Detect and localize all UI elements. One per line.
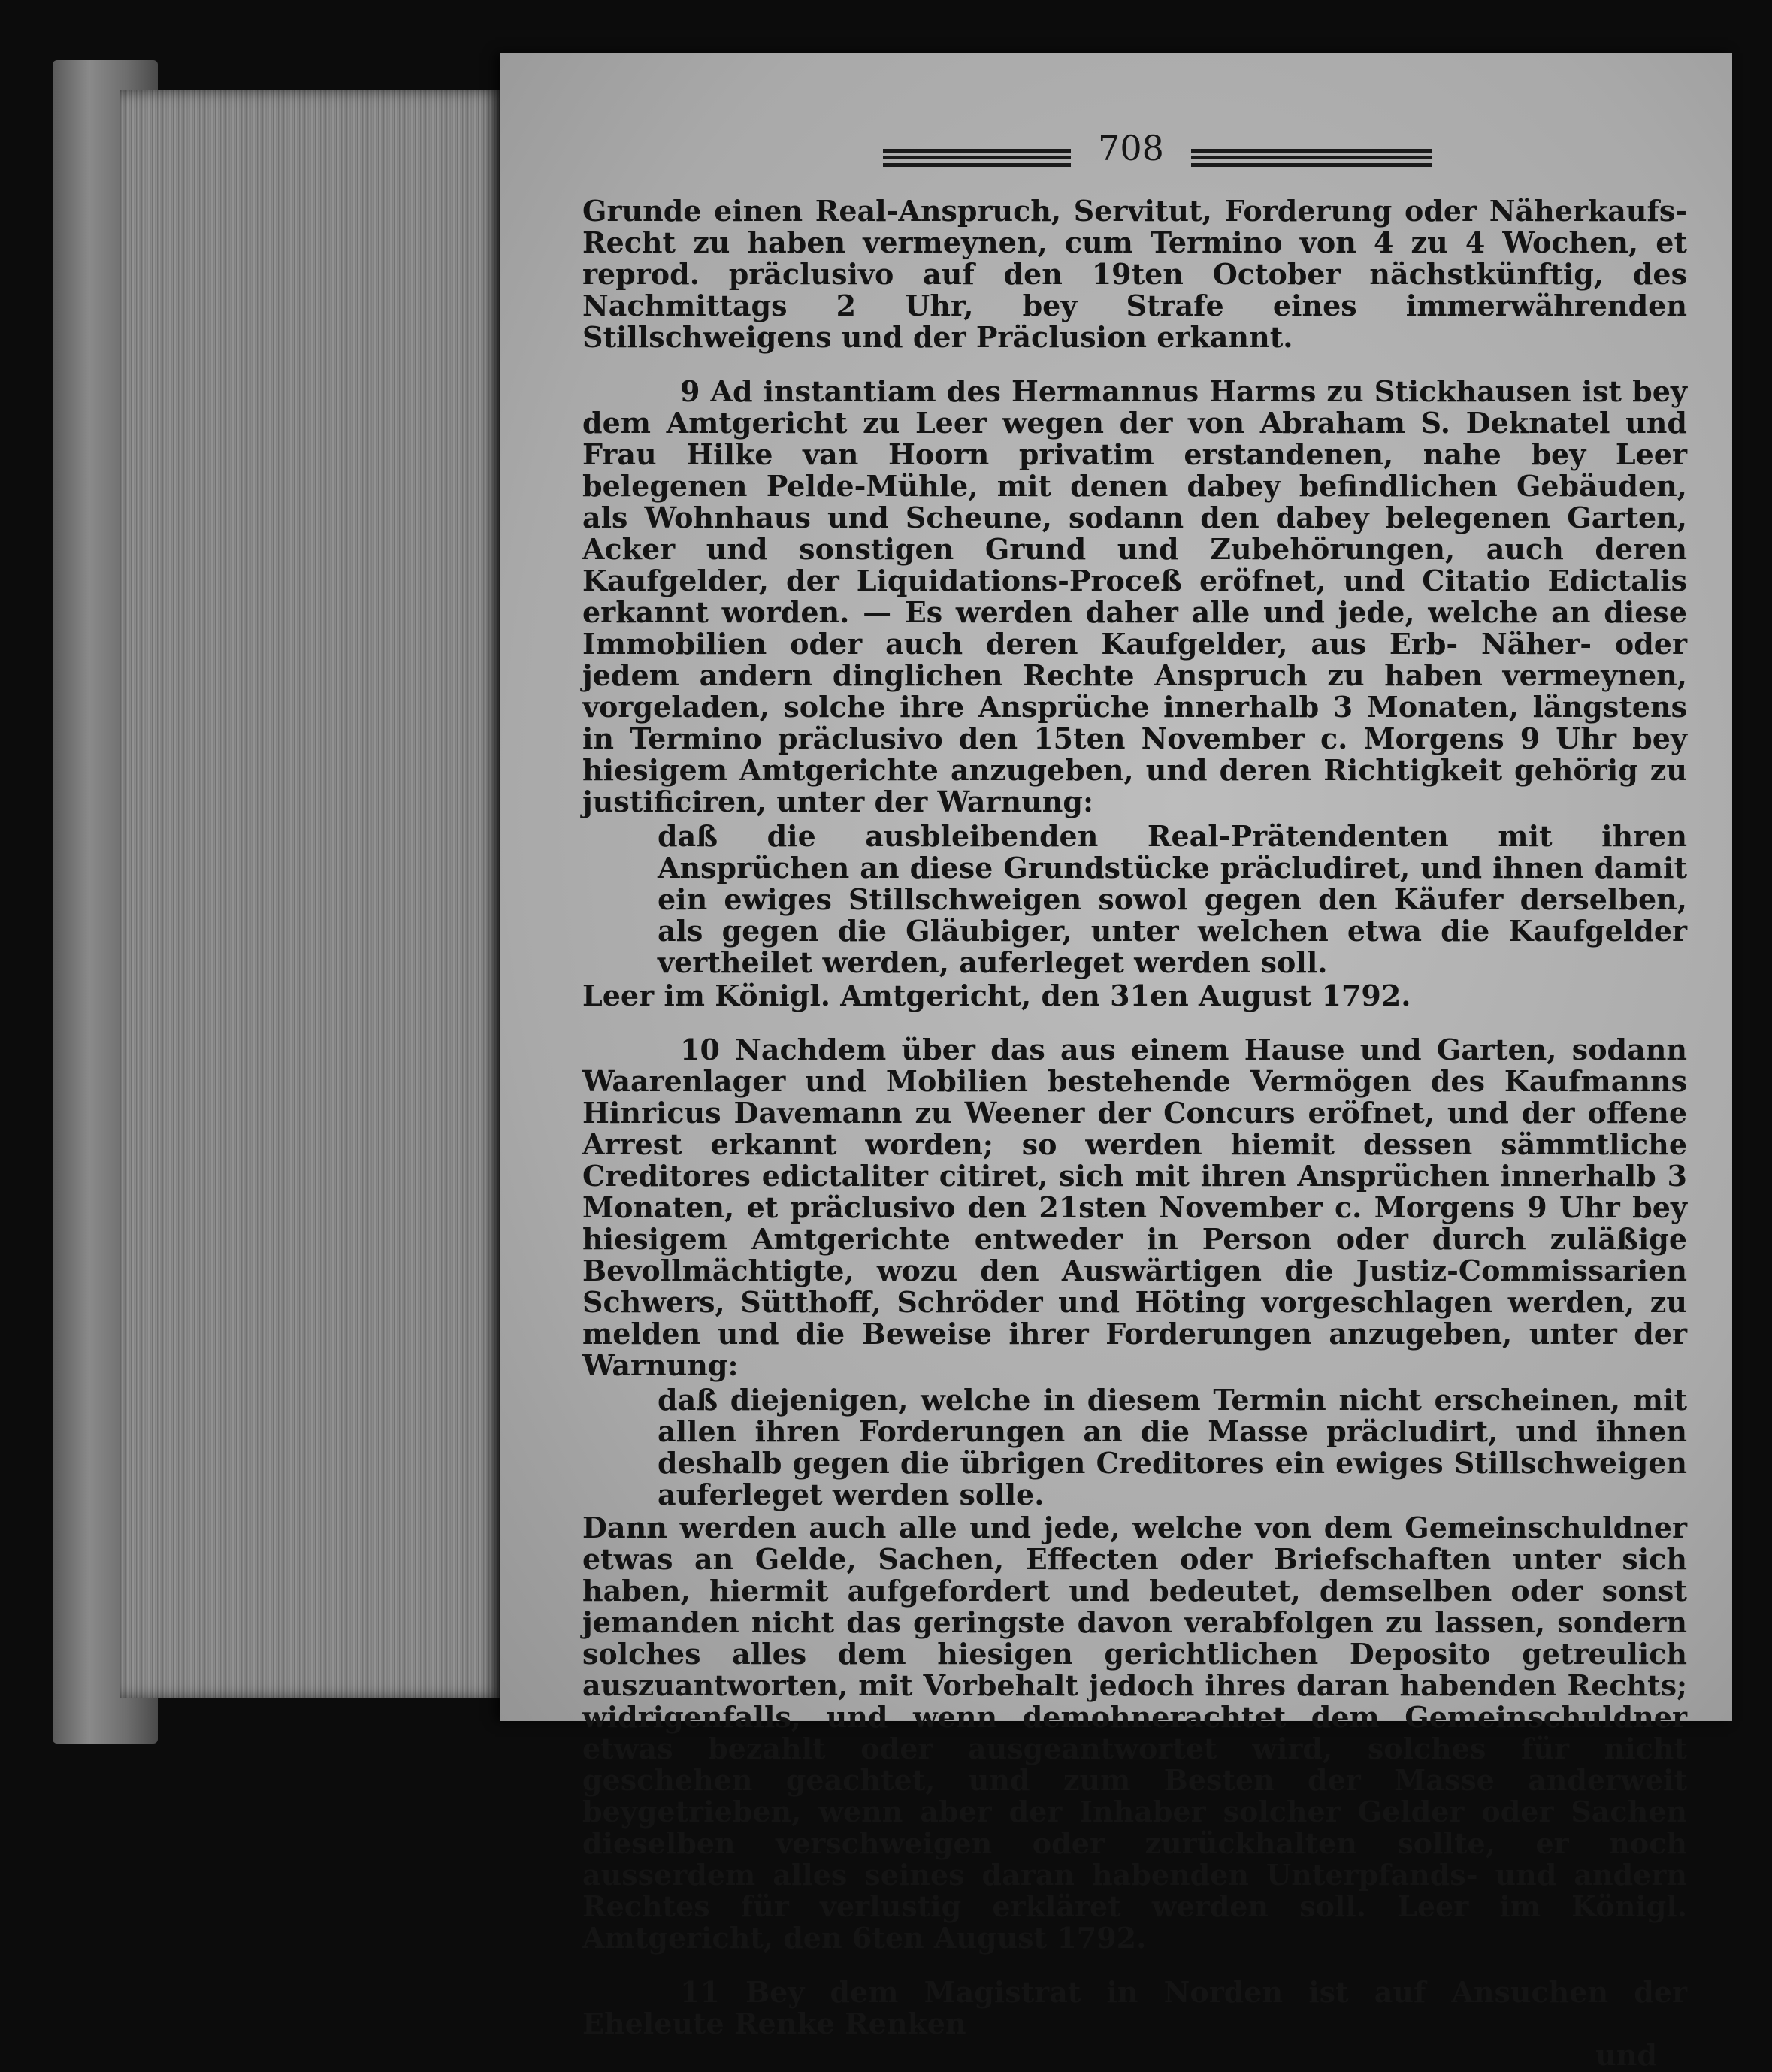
header-rule-right bbox=[1191, 149, 1432, 167]
book-page bbox=[500, 53, 1732, 2072]
notice-10-continuation: Dann werden auch alle und jede, welche von dem Gemeinschuldner etwas an Gelde, Sachen, Effecten oder Briefschaften unter sich haben, hiermit aufgefordert und bedeutet, demselben oder sonst jemanden nicht das geringste davon verabfolgen zu lassen, sondern solches alles dem hiesigen gerichtlichen Deposito getreulich auszuantworten, mit Vorbehalt jedoch ihres daran habenden Rechts; widrigenfalls, und wenn demohnerachtet dem Gemeinschuldner etwas bezahlt oder ausgeantwortet wird, solches für nicht geschehen geachtet, und zum Besten der Masse anderweit beygetrieben, wenn aber der Inhaber solcher Gelder oder Sachen dieselben verschweigen oder zurückhalten sollte, er noch ausserdem alles seines daran habenden Unterpfands- und andern Rechtes für verlustig erkläret werden soll. Leer im Königl. Amtgericht, den 6ten August 1792. bbox=[582, 1511, 1687, 1955]
page-number: 708 bbox=[1098, 128, 1164, 168]
notice-9-signature: Leer im Königl. Amtgericht, den 31en August 1792. bbox=[582, 979, 1411, 1012]
page-edges bbox=[120, 90, 503, 1698]
header-rule-left bbox=[883, 149, 1071, 167]
page-body bbox=[582, 195, 1687, 2071]
notice-10-warning: daß diejenigen, welche in diesem Termin nicht erscheinen, mit allen ihren Forderungen an die Masse präcludirt, und ihnen deshalb gegen die übrigen Creditores ein ewiges Stillschweigen auferleget werden solle. bbox=[658, 1383, 1687, 1511]
intro-paragraph: Grunde einen Real-Anspruch, Servitut, Forderung oder Näherkaufs-Recht zu haben vermeynen, cum Termino von 4 zu 4 Wochen, et reprod. präclusivo auf den 19ten October nächstkünftig, des Nachmittags 2 Uhr, bey Strafe eines immerwährenden Stillschweigens und der Präclusion erkannt. bbox=[582, 194, 1687, 354]
notice-10: 10 Nachdem über das aus einem Hause und Garten, sodann Waarenlager und Mobilien bestehende Vermögen des Kaufmanns Hinricus Davemann zu Weener der Concurs eröfnet, und der offene Arrest erkannt worden; so werden hiemit dessen sämmtliche Creditores edictaliter citiret, sich mit ihren Ansprüchen innerhalb 3 Monaten, et präclusivo den 21sten November c. Morgens 9 Uhr bey hiesigem Amtgerichte entweder in Person oder durch zuläßige Bevollmächtigte, wozu den Auswärtigen die Justiz-Commissarien Schwers, Sütthoff, Schröder und Höting vorgeschlagen werden, zu melden und die Beweise ihrer Forderungen anzugeben, unter der Warnung: bbox=[582, 1033, 1687, 1382]
notice-9-warning: daß die ausbleibenden Real-Prätendenten mit ihren Ansprüchen an diese Grundstücke präcludiret, und ihnen damit ein ewiges Stillschweigen sowol gegen den Käufer derselben, als gegen die Gläubiger, unter welchen etwa die Kaufgelder vertheilet werden, auferleget werden soll. bbox=[658, 819, 1687, 979]
page-header bbox=[500, 128, 1732, 195]
notice-9: 9 Ad instantiam des Hermannus Harms zu Stickhausen ist bey dem Amtgericht zu Leer wegen der von Abraham S. Deknatel und Frau Hilke van Hoorn privatim erstandenen, nahe bey Leer belegenen Pelde-Mühle, mit denen dabey befindlichen Gebäuden, als Wohnhaus und Scheune, sodann den dabey belegenen Garten, Acker und sonstigen Grund und Zubehörungen, auch deren Kaufgelder, der Liquidations-Proceß eröfnet, und Citatio Edictalis erkannt worden. — Es werden daher alle und jede, welche an diese Immobilien oder auch deren Kaufgelder, aus Erb- Näher- oder jedem andern dinglichen Rechte Anspruch zu haben vermeynen, vorgeladen, solche ihre Ansprüche innerhalb 3 Monaten, längstens in Termino präclusivo den 15ten November c. Morgens 9 Uhr bey hiesigem Amtgerichte anzugeben, und deren Richtigkeit gehörig zu justificiren, unter der Warnung: bbox=[582, 374, 1687, 818]
catchword: und bbox=[1595, 2038, 1657, 2072]
notice-11: 11 Bey dem Magistrat in Norden ist auf Ansuchen der Eheleute Renke Renken bbox=[582, 1975, 1687, 2040]
